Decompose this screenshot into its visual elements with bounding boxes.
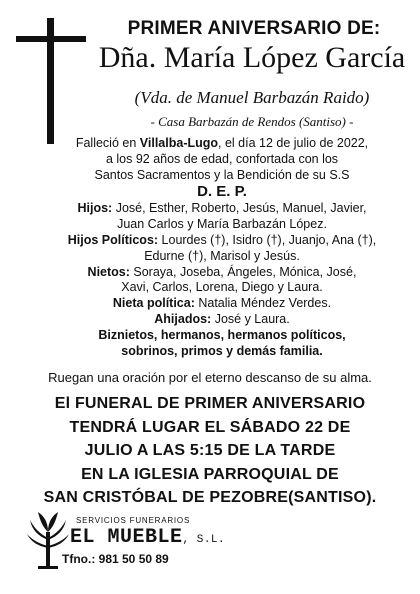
- logo-brand-name: EL MUEBLE, S.L.: [70, 526, 226, 549]
- latin-cross-icon: [16, 18, 86, 144]
- funeral-line-3: JULIO A LAS 5:15 DE LA TARDE: [84, 442, 336, 459]
- grandchildren-line-2: Xavi, Carlos, Lorena, Diego y Laura.: [121, 280, 323, 295]
- logo-services-text: SERVICIOS FUNERARIOS: [76, 516, 191, 525]
- death-line-3: Santos Sacramentos y la Bendición de su S.S: [94, 167, 350, 182]
- in-laws-line-2: Edurne (†), Marisol y Jesús.: [144, 248, 300, 263]
- death-line-1: Falleció en Villalba-Lugo, el día 12 de julio de 2022,: [75, 136, 369, 150]
- children-line-1: Hijos: José, Esther, Roberto, Jesús, Manuel, Javier,: [77, 201, 367, 216]
- funeral-line-5: SAN CRISTÓBAL DE PEZOBRE(SANTISO).: [43, 489, 377, 506]
- funeral-line-4: EN LA IGLESIA PARROQUIAL DE: [81, 465, 339, 483]
- funeral-line-2: TENDRÁ LUGAR EL SÁBADO 22 DE: [69, 418, 351, 436]
- death-line-2: a los 92 años de edad, confortada con los: [105, 151, 339, 166]
- in-laws-label: Hijos Políticos:: [67, 232, 159, 247]
- death-place: Villalba-Lugo: [139, 136, 219, 150]
- funeral-home-logo: [26, 510, 226, 582]
- anniversary-heading: PRIMER ANIVERSARIO DE:: [127, 18, 381, 39]
- funeral-home-phone: Tfno.: 981 50 50 89: [62, 552, 169, 566]
- family-house-line: - Casa Barbazán de Rendos (Santiso) -: [150, 114, 354, 129]
- dep-heading: D. E. P.: [197, 183, 247, 201]
- obituary-body: [40, 136, 404, 359]
- prayer-request: Ruegan una oración por el eterno descanso de su alma.: [48, 370, 372, 385]
- granddaughter-in-law-label: Nieta política:: [112, 296, 195, 311]
- funeral-announcement: [14, 392, 406, 510]
- godchildren-line: Ahijados: José y Laura.: [154, 311, 290, 326]
- grandchildren-label: Nietos:: [87, 264, 130, 279]
- children-label: Hijos:: [77, 201, 113, 216]
- godchildren-label: Ahijados:: [154, 311, 212, 326]
- granddaughter-in-law-line: Nieta política: Natalia Méndez Verdes.: [112, 296, 332, 311]
- other-family-line-1: Biznietos, hermanos, hermanos políticos,: [98, 327, 346, 342]
- children-line-2: Juan Carlos y María Barbazán López.: [117, 217, 327, 232]
- deceased-name: Dña. María López García: [98, 41, 406, 74]
- other-family-line-2: sobrinos, primos y demás familia.: [121, 343, 323, 358]
- grandchildren-line-1: Nietos: Soraya, Joseba, Ángeles, Mónica, José,: [87, 264, 357, 279]
- funeral-line-1: El FUNERAL DE PRIMER ANIVERSARIO: [54, 395, 366, 412]
- widow-of-line: (Vda. de Manuel Barbazán Raido): [134, 88, 370, 107]
- in-laws-line-1: Hijos Políticos: Lourdes (†), Isidro (†), Juanjo, Ana (†),: [67, 232, 377, 247]
